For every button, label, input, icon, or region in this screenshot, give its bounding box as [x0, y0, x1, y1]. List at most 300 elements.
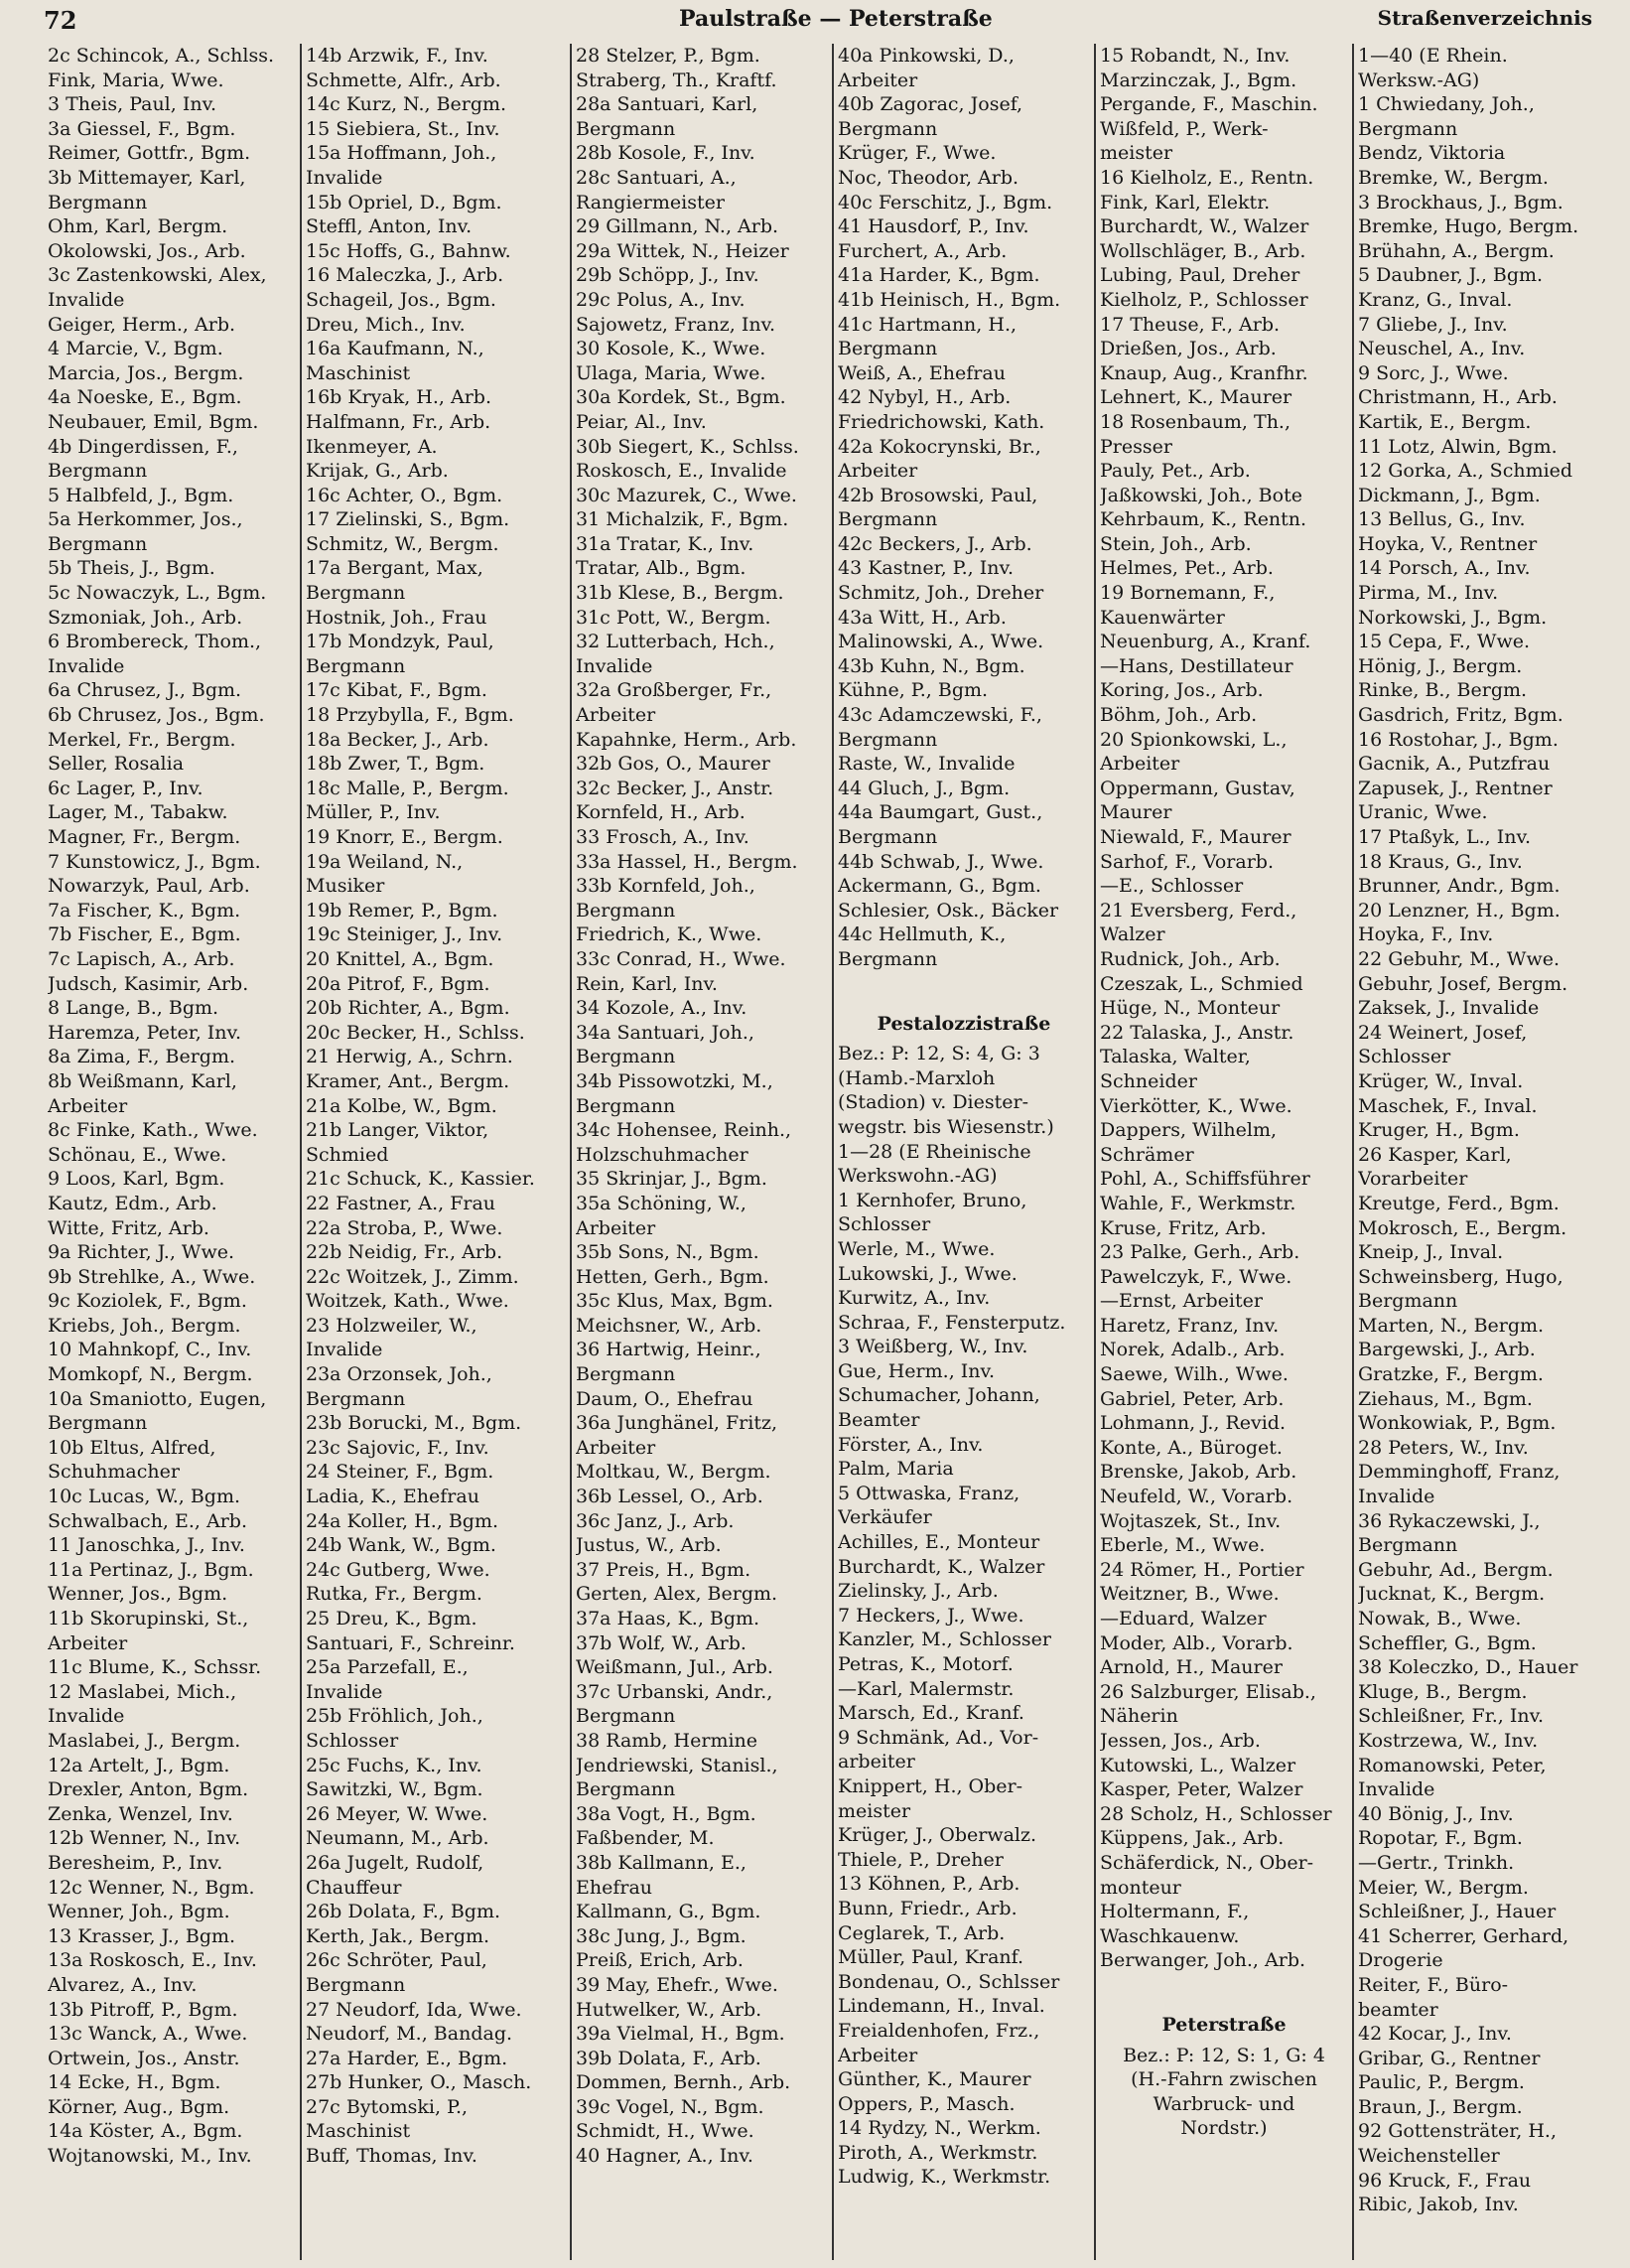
directory-entry-line: Sajowetz, Franz, Inv.: [576, 313, 776, 336]
directory-entry-line: Scheffler, G., Bgm.: [1358, 1631, 1537, 1654]
directory-entry-line: Magner, Fr., Bergm.: [48, 826, 241, 848]
column-5: [1096, 44, 1354, 2260]
directory-entry-line: 35c Klus, Max, Bgm.: [576, 1290, 773, 1313]
directory-entry-line: Waschkauenw.: [1100, 1924, 1240, 1947]
directory-entry-line: Marten, N., Bergm.: [1358, 1314, 1545, 1337]
directory-entry-line: Bergmann: [576, 1094, 676, 1117]
directory-entry-line: 43 Kastner, P., Inv.: [838, 557, 1014, 580]
directory-entry-line: Bergmann: [306, 1387, 406, 1410]
directory-entry-line: 42 Kocar, J., Inv.: [1358, 2023, 1512, 2046]
directory-entry-line: 3b Mittemayer, Karl,: [48, 166, 246, 189]
directory-entry-line: 9 Sorc, J., Wwe.: [1358, 361, 1509, 384]
directory-entry-line: Bergmann: [838, 728, 938, 751]
directory-entry-line: 22c Woitzek, J., Zimm.: [306, 1265, 519, 1288]
directory-entry-line: Neuenburg, A., Kranf.: [1100, 631, 1311, 653]
directory-entry-line: 30c Mazurek, C., Wwe.: [576, 484, 797, 506]
directory-entry-line: 32a Großberger, Fr.,: [576, 679, 772, 702]
directory-entry-line: Alvarez, A., Inv.: [48, 1973, 198, 1996]
directory-entry-line: Eberle, M., Wwe.: [1100, 1534, 1266, 1557]
directory-entry-line: 41 Hausdorf, P., Inv.: [838, 215, 1029, 238]
directory-entry-line: 43a Witt, H., Arb.: [838, 606, 1007, 629]
directory-entry-line: Invalide: [306, 166, 383, 189]
directory-entry-line: Neubauer, Emil, Bgm.: [48, 410, 259, 433]
directory-entry-line: 41a Harder, K., Bgm.: [838, 264, 1040, 287]
directory-entry-line: Werksw.-AG): [1358, 69, 1480, 91]
directory-entry-line: 43c Adamczewski, F.,: [838, 704, 1042, 727]
directory-entry-line: Kriebs, Joh., Bergm.: [48, 1314, 241, 1337]
directory-entry-line: Invalide: [48, 288, 125, 311]
directory-entry-line: Jaßkowski, Joh., Bote: [1100, 484, 1302, 506]
directory-entry-line: Thiele, P., Dreher: [838, 1848, 1004, 1871]
section-spacer: [1100, 1973, 1348, 1995]
directory-entry-line: Bergmann: [576, 1705, 676, 1728]
directory-entry-line: Weißmann, Jul., Arb.: [576, 1656, 773, 1679]
directory-entry-line: 26a Jugelt, Rudolf,: [306, 1851, 484, 1874]
directory-entry-line: Peiar, Al., Inv.: [576, 410, 707, 433]
directory-entry-line: 29b Schöpp, J., Inv.: [576, 264, 759, 287]
directory-entry-line: 40c Ferschitz, J., Bgm.: [838, 191, 1053, 213]
directory-entry-line: Kanzler, M., Schlosser: [838, 1629, 1051, 1651]
directory-entry-line: Piroth, A., Werkmstr.: [838, 2141, 1038, 2164]
directory-entry-line: Pohl, A., Schiffsführer: [1100, 1168, 1310, 1191]
directory-entry-line: Wonkowiak, P., Bgm.: [1358, 1412, 1557, 1435]
directory-entry-line: Hutwelker, W., Arb.: [576, 1998, 762, 2021]
directory-entry-line: Meier, W., Bergm.: [1358, 1876, 1529, 1899]
directory-entry-line: Pergande, F., Maschin.: [1100, 93, 1318, 116]
directory-entry-line: 24 Steiner, F., Bgm.: [306, 1461, 494, 1484]
directory-entry-line: 14 Porsch, A., Inv.: [1358, 557, 1531, 580]
directory-entry-line: 18 Kraus, G., Inv.: [1358, 850, 1523, 873]
directory-entry-line: Nowarzyk, Paul, Arb.: [48, 875, 250, 898]
directory-entry-line: 10b Eltus, Alfred,: [48, 1436, 216, 1459]
directory-entry-line: Lukowski, J., Wwe.: [838, 1262, 1018, 1285]
directory-entry-line: Bergmann: [576, 899, 676, 921]
directory-entry-line: 17 Zielinski, S., Bgm.: [306, 508, 510, 531]
directory-entry-line: Bergmann: [576, 117, 676, 140]
directory-entry-line: Invalide: [576, 654, 653, 677]
directory-entry-line: Invalide: [1358, 1778, 1435, 1801]
directory-entry-line: (Hamb.-Marxloh: [838, 1066, 996, 1089]
directory-entry-line: 44a Baumgart, Gust.,: [838, 801, 1043, 824]
directory-entry-line: 17c Kibat, F., Bgm.: [306, 679, 487, 702]
directory-entry-line: 3 Weißberg, W., Inv.: [838, 1336, 1028, 1358]
directory-entry-line: Bergmann: [838, 117, 938, 140]
directory-entry-line: Schrämer: [1100, 1143, 1194, 1166]
directory-entry-line: Talaska, Walter,: [1100, 1046, 1251, 1068]
directory-entry-line: Bergmann: [306, 654, 406, 677]
directory-entry-line: 12a Artelt, J., Bgm.: [48, 1754, 230, 1776]
directory-entry-line: 30a Kordek, St., Bgm.: [576, 386, 786, 409]
directory-entry-line: Berwanger, Joh., Arb.: [1100, 1949, 1306, 1972]
directory-entry-line: Daum, O., Ehefrau: [576, 1387, 753, 1410]
directory-entry-line: —Eduard, Walzer: [1100, 1608, 1267, 1630]
directory-entry-line: meister: [838, 1799, 911, 1822]
directory-entry-line: —Karl, Malermstr.: [838, 1677, 1015, 1700]
directory-entry-line: Kielholz, P., Schlosser: [1100, 288, 1308, 311]
directory-entry-line: 40b Zagorac, Josef,: [838, 93, 1023, 116]
directory-entry-line: 21b Langer, Viktor,: [306, 1119, 489, 1142]
directory-entry-line: Kühne, P., Bgm.: [838, 679, 989, 702]
directory-entry-line: 35 Skrinjar, J., Bgm.: [576, 1168, 767, 1191]
directory-entry-line: 14 Ecke, H., Bgm.: [48, 2071, 221, 2094]
directory-entry-line: Halfmann, Fr., Arb.: [306, 410, 491, 433]
directory-entry-line: 24b Wank, W., Bgm.: [306, 1534, 496, 1557]
directory-entry-line: 18 Rosenbaum, Th.,: [1100, 410, 1291, 433]
directory-entry-line: Werkswohn.-AG): [838, 1165, 998, 1188]
directory-entry-line: Dappers, Wilhelm,: [1100, 1119, 1278, 1142]
section-title: Straßenverzeichnis: [1377, 6, 1592, 30]
directory-entry-line: Förster, A., Inv.: [838, 1433, 984, 1456]
directory-entry-line: 44c Hellmuth, K.,: [838, 923, 1007, 946]
directory-entry-line: 32b Gos, O., Maurer: [576, 753, 770, 776]
directory-entry-line: Bergmann: [306, 582, 406, 605]
directory-entry-line: Hostnik, Joh., Frau: [306, 606, 487, 629]
directory-entry-line: 36 Rykaczewski, J.,: [1358, 1509, 1541, 1532]
directory-entry-line: Hüge, N., Monteur: [1100, 997, 1281, 1020]
directory-entry-line: Ulaga, Maria, Wwe.: [576, 361, 766, 384]
directory-entry-line: Bergmann: [576, 1046, 676, 1068]
directory-entry-line: 7 Gliebe, J., Inv.: [1358, 313, 1508, 336]
directory-entry-line: 5c Nowaczyk, L., Bgm.: [48, 582, 267, 605]
directory-entry-line: Schleißner, Fr., Inv.: [1358, 1705, 1545, 1728]
section-spacer: [838, 972, 1090, 994]
directory-entry-line: Lindemann, H., Inval.: [838, 1995, 1045, 2018]
directory-entry-line: 38 Koleczko, D., Hauer: [1358, 1656, 1578, 1679]
directory-entry-line: Invalide: [1358, 1486, 1435, 1508]
directory-entry-line: 24 Römer, H., Portier: [1100, 1558, 1304, 1581]
directory-entry-line: Jendriewski, Stanisl.,: [576, 1754, 778, 1776]
directory-entry-line: Warbruck- und: [1153, 2092, 1295, 2115]
directory-entry-line: 20b Richter, A., Bgm.: [306, 997, 510, 1020]
directory-entry-line: Bergmann: [1358, 1290, 1458, 1313]
directory-entry-line: 28b Kosole, F., Inv.: [576, 142, 755, 165]
directory-entry-line: 4a Noeske, E., Bgm.: [48, 386, 242, 409]
directory-entry-line: Burchardt, W., Walzer: [1100, 215, 1309, 238]
directory-entry-line: Bunn, Friedr., Arb.: [838, 1897, 1018, 1919]
directory-entry-line: 31b Klese, B., Bergm.: [576, 582, 784, 605]
directory-entry-line: Schleißner, J., Hauer: [1358, 1901, 1557, 1923]
directory-entry-line: Mokrosch, E., Bergm.: [1358, 1216, 1567, 1239]
directory-entry-line: Beresheim, P., Inv.: [48, 1851, 223, 1874]
directory-entry-line: 19a Weiland, N.,: [306, 850, 464, 873]
directory-entry-line: Schäferdick, N., Ober-: [1100, 1851, 1314, 1874]
directory-entry-line: 18b Zwer, T., Bgm.: [306, 753, 485, 776]
directory-entry-line: Norkowski, J., Bgm.: [1358, 606, 1548, 629]
directory-entry-line: Schlosser: [306, 1729, 399, 1752]
directory-entry-line: Schweinsberg, Hugo,: [1358, 1265, 1563, 1288]
directory-entry-line: 4b Dingerdissen, F.,: [48, 435, 238, 458]
directory-entry-line: Nordstr.): [1180, 2117, 1268, 2140]
directory-entry-line: Bremke, Hugo, Bergm.: [1358, 215, 1579, 238]
directory-entry-line: 33c Conrad, H., Wwe.: [576, 947, 786, 970]
directory-entry-line: Zenka, Wenzel, Inv.: [48, 1802, 233, 1825]
directory-entry-line: Kostrzewa, W., Inv.: [1358, 1729, 1539, 1752]
directory-entry-line: 16c Achter, O., Bgm.: [306, 484, 503, 506]
directory-entry-line: 27b Hunker, O., Masch.: [306, 2071, 532, 2094]
directory-entry-line: 13c Wanck, A., Wwe.: [48, 2023, 248, 2046]
directory-entry-line: Arbeiter: [576, 1436, 656, 1459]
directory-entry-line: Bergmann: [48, 1412, 148, 1435]
directory-entry-line: 26 Kasper, Karl,: [1358, 1143, 1512, 1166]
directory-entry-line: Konte, A., Büroget.: [1100, 1436, 1283, 1459]
directory-entry-line: 34a Santuari, Joh.,: [576, 1021, 754, 1044]
directory-entry-line: 26b Dolata, F., Bgm.: [306, 1901, 501, 1923]
directory-entry-line: 16a Kaufmann, N.,: [306, 338, 484, 360]
directory-entry-line: Walzer: [1100, 923, 1165, 946]
directory-entry-line: Neumann, M., Arb.: [306, 1827, 489, 1850]
directory-entry-line: 13a Roskosch, E., Inv.: [48, 1949, 257, 1972]
directory-entry-line: Kauenwärter: [1100, 606, 1225, 629]
directory-entry-line: Rutka, Fr., Bergm.: [306, 1583, 482, 1606]
directory-entry-line: 28 Scholz, H., Schlosser: [1100, 1802, 1332, 1825]
directory-entry-line: 15 Siebiera, St., Inv.: [306, 117, 500, 140]
directory-entry-line: 37 Preis, H., Bgm.: [576, 1558, 751, 1581]
directory-entry-line: Neuschel, A., Inv.: [1358, 338, 1526, 360]
directory-entry-line: 22 Talaska, J., Anstr.: [1100, 1021, 1294, 1044]
directory-entry-line: Wenner, Jos., Bgm.: [48, 1583, 228, 1606]
directory-entry-line: Straberg, Th., Kraftf.: [576, 69, 777, 91]
directory-entry-line: 5 Halbfeld, J., Bgm.: [48, 484, 234, 506]
directory-entry-line: 19 Bornemann, F.,: [1100, 582, 1276, 605]
directory-entry-line: (Stadion) v. Diester-: [838, 1091, 1029, 1114]
directory-entry-line: 14b Arzwik, F., Inv.: [306, 45, 488, 67]
directory-entry-line: Fink, Karl, Elektr.: [1100, 191, 1271, 213]
page-header: [44, 6, 1592, 40]
directory-entry-line: 15 Cepa, F., Wwe.: [1358, 631, 1530, 653]
directory-entry-line: Schlosser: [838, 1213, 931, 1236]
directory-entry-line: 37a Haas, K., Bgm.: [576, 1608, 760, 1630]
directory-entry-line: 6c Lager, P., Inv.: [48, 777, 204, 799]
directory-entry-line: Bergmann: [576, 1363, 676, 1386]
directory-entry-line: 12c Wenner, N., Bgm.: [48, 1876, 255, 1899]
directory-entry-line: Schmidt, H., Wwe.: [576, 2120, 754, 2143]
directory-entry-line: 22a Stroba, P., Wwe.: [306, 1216, 503, 1239]
directory-entry-line: Kurwitz, A., Inv.: [838, 1287, 991, 1310]
directory-entry-line: 16b Kryak, H., Arb.: [306, 386, 492, 409]
directory-entry-line: Zaksek, J., Invalide: [1358, 997, 1540, 1020]
directory-entry-line: Noc, Theodor, Arb.: [838, 166, 1019, 189]
directory-entry-line: 3 Brockhaus, J., Bgm.: [1358, 191, 1563, 213]
directory-entry-line: Kneip, J., Inval.: [1358, 1241, 1504, 1264]
directory-entry-line: Justus, W., Arb.: [576, 1534, 722, 1557]
directory-entry-line: 24c Gutberg, Wwe.: [306, 1558, 490, 1581]
directory-entry-line: Faßbender, M.: [576, 1827, 715, 1850]
directory-entry-line: Roskosch, E., Invalide: [576, 460, 787, 483]
directory-entry-line: 1—28 (E Rheinische: [838, 1140, 1031, 1163]
directory-entry-line: Woitzek, Kath., Wwe.: [306, 1290, 509, 1313]
directory-entry-line: 16 Kielholz, E., Rentn.: [1100, 166, 1314, 189]
directory-entry-line: 9 Schmänk, Ad., Vor-: [838, 1726, 1039, 1749]
directory-entry-line: 38 Ramb, Hermine: [576, 1729, 758, 1752]
street-heading: Peterstraße: [1161, 2013, 1287, 2036]
directory-entry-line: 17a Bergant, Max,: [306, 557, 483, 580]
directory-entry-line: Kehrbaum, K., Rentn.: [1100, 508, 1307, 531]
directory-entry-line: 7 Heckers, J., Wwe.: [838, 1604, 1024, 1627]
directory-entry-line: Ludwig, K., Werkmstr.: [838, 2166, 1051, 2189]
directory-entry-line: 38a Vogt, H., Bgm.: [576, 1802, 756, 1825]
directory-entry-line: 19 Knorr, E., Bergm.: [306, 826, 503, 848]
directory-entry-line: Knippert, H., Ober-: [838, 1774, 1023, 1797]
directory-entry-line: Bargewski, J., Arb.: [1358, 1339, 1536, 1361]
directory-entry-line: —Ernst, Arbeiter: [1100, 1290, 1263, 1313]
directory-entry-line: 23b Borucki, M., Bgm.: [306, 1412, 522, 1435]
directory-entry-line: 33a Hassel, H., Bergm.: [576, 850, 798, 873]
directory-entry-line: Hetten, Gerh., Bgm.: [576, 1265, 769, 1288]
directory-entry-line: Romanowski, Peter,: [1358, 1754, 1547, 1776]
directory-entry-line: 41b Heinisch, H., Bgm.: [838, 288, 1061, 311]
directory-entry-line: 39b Dolata, F., Arb.: [576, 2047, 761, 2069]
directory-entry-line: Weiß, A., Ehefrau: [838, 361, 1006, 384]
directory-entry-line: Burchardt, K., Walzer: [838, 1555, 1045, 1578]
directory-entry-line: meister: [1100, 142, 1173, 165]
directory-entry-line: Lohmann, J., Revid.: [1100, 1412, 1287, 1435]
directory-entry-line: Braun, J., Bergm.: [1358, 2095, 1523, 2118]
directory-entry-line: 41c Hartmann, H.,: [838, 313, 1018, 336]
directory-entry-line: Holtermann, F.,: [1100, 1901, 1250, 1923]
directory-entry-line: 28 Stelzer, P., Bgm.: [576, 45, 760, 67]
directory-entry-line: —E., Schlosser: [1100, 875, 1244, 898]
directory-entry-line: Invalide: [306, 1339, 383, 1361]
directory-entry-line: Pauly, Pet., Arb.: [1100, 460, 1251, 483]
directory-entry-line: 42b Brosowski, Paul,: [838, 484, 1038, 506]
directory-entry-line: 40a Pinkowski, D.,: [838, 45, 1015, 67]
directory-entry-line: 27 Neudorf, Ida, Wwe.: [306, 1998, 522, 2021]
directory-entry-line: 35a Schöning, W.,: [576, 1192, 747, 1214]
directory-entry-line: Rinke, B., Bergm.: [1358, 679, 1528, 702]
directory-entry-line: Wojtanowski, M., Inv.: [48, 2145, 252, 2168]
directory-entry-line: Arbeiter: [1100, 753, 1180, 776]
directory-entry-line: Jucknat, K., Bergm.: [1358, 1583, 1546, 1606]
directory-entry-line: Buff, Thomas, Inv.: [306, 2145, 477, 2168]
directory-entry-line: Saewe, Wilh., Wwe.: [1100, 1363, 1289, 1386]
directory-entry-line: 32 Lutterbach, Hch.,: [576, 631, 775, 653]
directory-entry-line: 92 Gottensträter, H.,: [1358, 2120, 1557, 2143]
directory-entry-line: 18c Malle, P., Bergm.: [306, 777, 509, 799]
directory-entry-line: Hoyka, F., Inv.: [1358, 923, 1494, 946]
directory-entry-line: Sawitzki, W., Bgm.: [306, 1778, 483, 1801]
directory-entry-line: 22 Gebuhr, M., Wwe.: [1358, 947, 1560, 970]
directory-entry-line: wegstr. bis Wiesenstr.): [838, 1115, 1054, 1138]
directory-entry-line: Schmette, Alfr., Arb.: [306, 69, 501, 91]
directory-entry-line: Näherin: [1100, 1705, 1178, 1728]
directory-entry-line: Wißfeld, P., Werk-: [1100, 117, 1269, 140]
directory-entry-line: Schageil, Jos., Bgm.: [306, 288, 496, 311]
directory-entry-line: Palm, Maria: [838, 1458, 954, 1481]
directory-entry-line: Arbeiter: [838, 460, 918, 483]
directory-entry-line: Bondenau, O., Schlsser: [838, 1970, 1060, 1993]
directory-entry-line: Gabriel, Peter, Arb.: [1100, 1387, 1285, 1410]
directory-entry-line: Kramer, Ant., Bergm.: [306, 1069, 510, 1092]
directory-entry-line: Kautz, Edm., Arb.: [48, 1192, 217, 1214]
directory-entry-line: Schönau, E., Wwe.: [48, 1143, 227, 1166]
directory-entry-line: Merkel, Fr., Bergm.: [48, 728, 236, 751]
directory-entry-line: Bergmann: [48, 460, 148, 483]
directory-entry-line: Bergmann: [576, 1778, 676, 1801]
directory-entry-line: Meichsner, W., Arb.: [576, 1314, 762, 1337]
directory-entry-line: 12 Gorka, A., Schmied: [1358, 460, 1573, 483]
directory-entry-line: 8c Finke, Kath., Wwe.: [48, 1119, 258, 1142]
directory-entry-line: 19c Steiniger, J., Inv.: [306, 923, 503, 946]
directory-entry-line: 29 Gillmann, N., Arb.: [576, 215, 779, 238]
directory-entry-line: Gue, Herm., Inv.: [838, 1359, 996, 1382]
directory-entry-line: 23c Sajovic, F., Inv.: [306, 1436, 489, 1459]
directory-entry-line: Schlosser: [1358, 1046, 1451, 1068]
directory-entry-line: 23a Orzonsek, Joh.,: [306, 1363, 492, 1386]
directory-entry-line: 11 Janoschka, J., Inv.: [48, 1534, 245, 1557]
directory-entry-line: 40 Hagner, A., Inv.: [576, 2145, 753, 2168]
directory-entry-line: Haretz, Franz, Inv.: [1100, 1314, 1280, 1337]
directory-entry-line: Musiker: [306, 875, 385, 898]
directory-entry-line: 26 Meyer, W. Wwe.: [306, 1802, 488, 1825]
directory-entry-line: 8b Weißmann, Karl,: [48, 1069, 237, 1092]
directory-entry-line: Lubing, Paul, Dreher: [1100, 264, 1300, 287]
directory-entry-line: Bergmann: [306, 1973, 406, 1996]
directory-entry-line: 31c Pott, W., Bergm.: [576, 606, 771, 629]
directory-entry-line: Kutowski, L., Walzer: [1100, 1754, 1296, 1776]
directory-entry-line: Schuhmacher: [48, 1461, 180, 1484]
directory-entry-line: Raste, W., Invalide: [838, 753, 1016, 776]
directory-entry-line: Szmoniak, Joh., Arb.: [48, 606, 243, 629]
directory-entry-line: 25b Fröhlich, Joh.,: [306, 1705, 483, 1728]
directory-entry-line: Wollschläger, B., Arb.: [1100, 239, 1306, 262]
directory-entry-line: Schumacher, Johann,: [838, 1384, 1040, 1407]
directory-entry-line: Beamter: [838, 1409, 920, 1432]
directory-entry-line: Lager, M., Tabakw.: [48, 801, 228, 824]
directory-entry-line: Christmann, H., Arb.: [1358, 386, 1558, 409]
directory-entry-line: Bergmann: [1358, 117, 1458, 140]
directory-entry-line: 23 Palke, Gerh., Arb.: [1100, 1241, 1300, 1264]
directory-entry-line: Bergmann: [838, 338, 938, 360]
directory-entry-line: Weitzner, B., Wwe.: [1100, 1583, 1280, 1606]
directory-entry-line: Arbeiter: [838, 69, 918, 91]
directory-entry-line: 30 Kosole, K., Wwe.: [576, 338, 766, 360]
directory-entry-line: Moltkau, W., Bergm.: [576, 1461, 771, 1484]
directory-entry-line: 9 Loos, Karl, Bgm.: [48, 1168, 225, 1191]
directory-entry-line: 43b Kuhn, N., Bgm.: [838, 654, 1025, 677]
directory-entry-line: Sarhof, F., Vorarb.: [1100, 850, 1274, 873]
directory-entry-line: Schmitz, Joh., Dreher: [838, 582, 1044, 605]
directory-entry-line: Kornfeld, H., Arb.: [576, 801, 746, 824]
directory-entry-line: 28c Santuari, A.,: [576, 166, 737, 189]
directory-entry-line: Steffl, Anton, Inv.: [306, 215, 473, 238]
directory-entry-line: 40 Bönig, J., Inv.: [1358, 1802, 1514, 1825]
directory-entry-line: Zapusek, J., Rentner: [1358, 777, 1553, 799]
directory-entry-line: 11c Blume, K., Schssr.: [48, 1656, 262, 1679]
directory-entry-line: Bergmann: [838, 508, 938, 531]
directory-entry-line: 15 Robandt, N., Inv.: [1100, 45, 1290, 67]
directory-entry-line: 1—40 (E Rhein.: [1358, 45, 1508, 67]
directory-entry-line: Freialdenhofen, Frz.,: [838, 2019, 1040, 2042]
directory-entry-line: Dreu, Mich., Inv.: [306, 313, 466, 336]
directory-entry-line: Krijak, G., Arb.: [306, 460, 449, 483]
directory-entry-line: Krüger, W., Inval.: [1358, 1069, 1524, 1092]
column-2: [302, 44, 572, 2260]
directory-entry-line: 5 Daubner, J., Bgm.: [1358, 264, 1544, 287]
directory-entry-line: 15b Opriel, D., Bgm.: [306, 191, 502, 213]
directory-entry-line: Kartik, E., Bergm.: [1358, 410, 1532, 433]
directory-entry-line: Wahle, F., Werkmstr.: [1100, 1192, 1296, 1214]
directory-entry-line: Hoyka, V., Rentner: [1358, 532, 1538, 555]
directory-entry-line: Dickmann, J., Bgm.: [1358, 484, 1541, 506]
directory-entry-line: 11b Skorupinski, St.,: [48, 1608, 249, 1630]
directory-entry-line: Ceglarek, T., Arb.: [838, 1921, 1006, 1944]
directory-entry-line: Geiger, Herm., Arb.: [48, 313, 236, 336]
directory-entry-line: Kluge, B., Bergm.: [1358, 1680, 1528, 1703]
directory-entry-line: Schmied: [306, 1143, 389, 1166]
directory-entry-line: Lehnert, K., Maurer: [1100, 386, 1292, 409]
directory-entry-line: 26 Salzburger, Elisab.,: [1100, 1680, 1316, 1703]
directory-entry-line: 11 Lotz, Alwin, Bgm.: [1358, 435, 1558, 458]
